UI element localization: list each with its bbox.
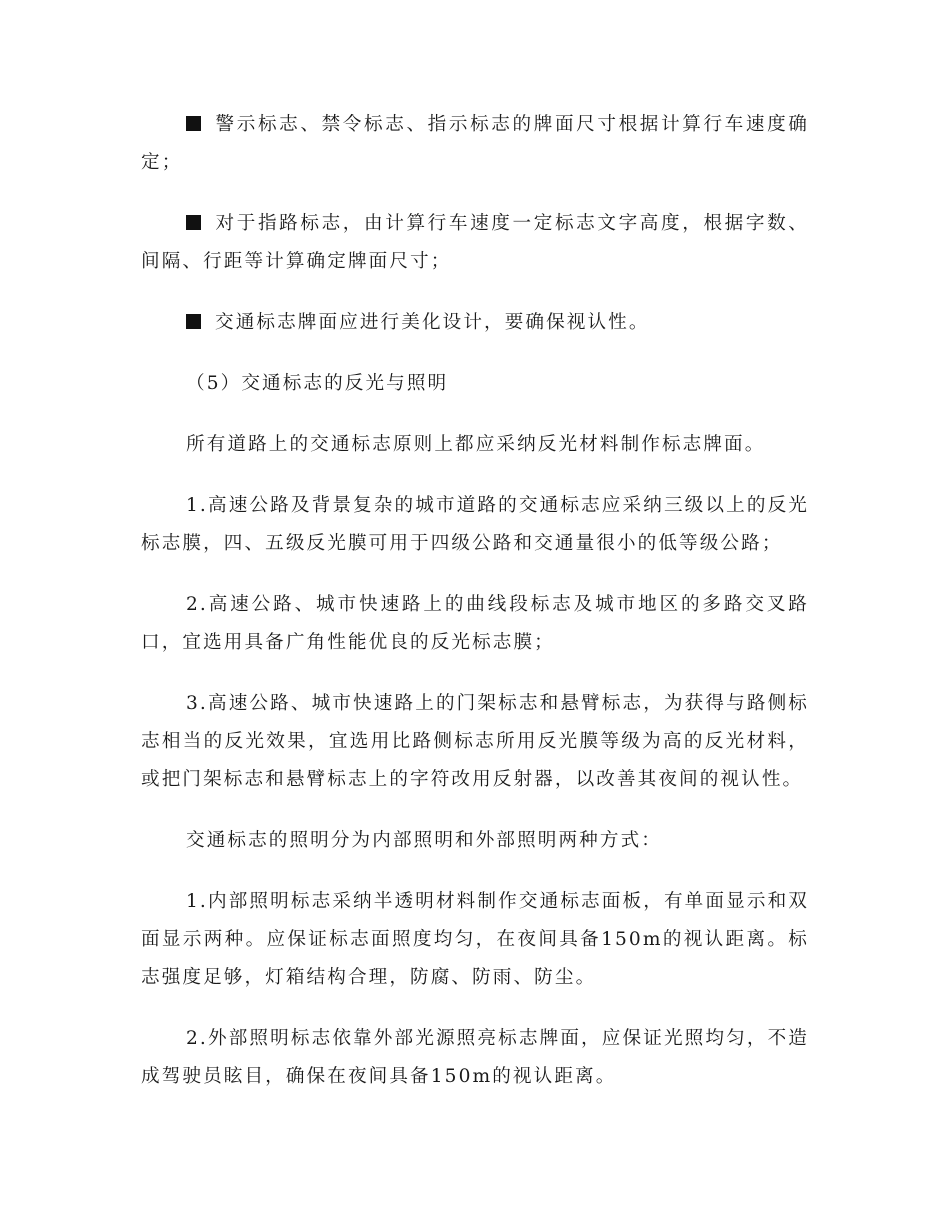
bullet-paragraph xyxy=(141,304,809,342)
paragraph-text: 交通标志牌面应进行美化设计，要确保视认性。 xyxy=(215,312,650,333)
square-bullet-icon xyxy=(186,215,201,230)
numbered-paragraph: 2.外部照明标志依靠外部光源照亮标志牌面，应保证光照均匀，不造成驾驶员眩目，确保在夜间具备150m的视认距离。 xyxy=(141,1028,809,1087)
bullet-paragraph xyxy=(141,106,809,182)
square-bullet-icon xyxy=(186,314,201,329)
numbered-paragraph: 2.高速公路、城市快速路上的曲线段标志及城市地区的多路交叉路口，宜选用具备广角性能优良的反光标志膜； xyxy=(141,594,809,653)
document-page xyxy=(141,106,809,1119)
paragraph-text: 对于指路标志，由计算行车速度一定标志文字高度，根据字数、间隔、行距等计算确定牌面尺寸； xyxy=(141,213,809,272)
body-paragraph: 交通标志的照明分为内部照明和外部照明两种方式： xyxy=(186,830,662,851)
numbered-paragraph: 1.高速公路及背景复杂的城市道路的交通标志应采纳三级以上的反光标志膜，四、五级反光膜可用于四级公路和交通量很小的低等级公路； xyxy=(141,495,809,554)
paragraph-text: 警示标志、禁令标志、指示标志的牌面尺寸根据计算行车速度确定； xyxy=(141,114,809,173)
body-paragraph: 所有道路上的交通标志原则上都应采纳反光材料制作标志牌面。 xyxy=(186,434,766,455)
numbered-paragraph: 1.内部照明标志采纳半透明材料制作交通标志面板，有单面显示和双面显示两种。应保证标志面照度均匀，在夜间具备150m的视认距离。标志强度足够，灯箱结构合理，防腐、防雨、防尘。 xyxy=(141,891,809,988)
section-heading: （5）交通标志的反光与照明 xyxy=(186,373,449,394)
numbered-paragraph: 3.高速公路、城市快速路上的门架标志和悬臂标志，为获得与路侧标志相当的反光效果，宜选用比路侧标志所用反光膜等级为高的反光材料，或把门架标志和悬臂标志上的字符改用反射器，以改善其夜间的视认性。 xyxy=(141,693,809,790)
square-bullet-icon xyxy=(186,116,201,131)
bullet-paragraph xyxy=(141,205,809,281)
